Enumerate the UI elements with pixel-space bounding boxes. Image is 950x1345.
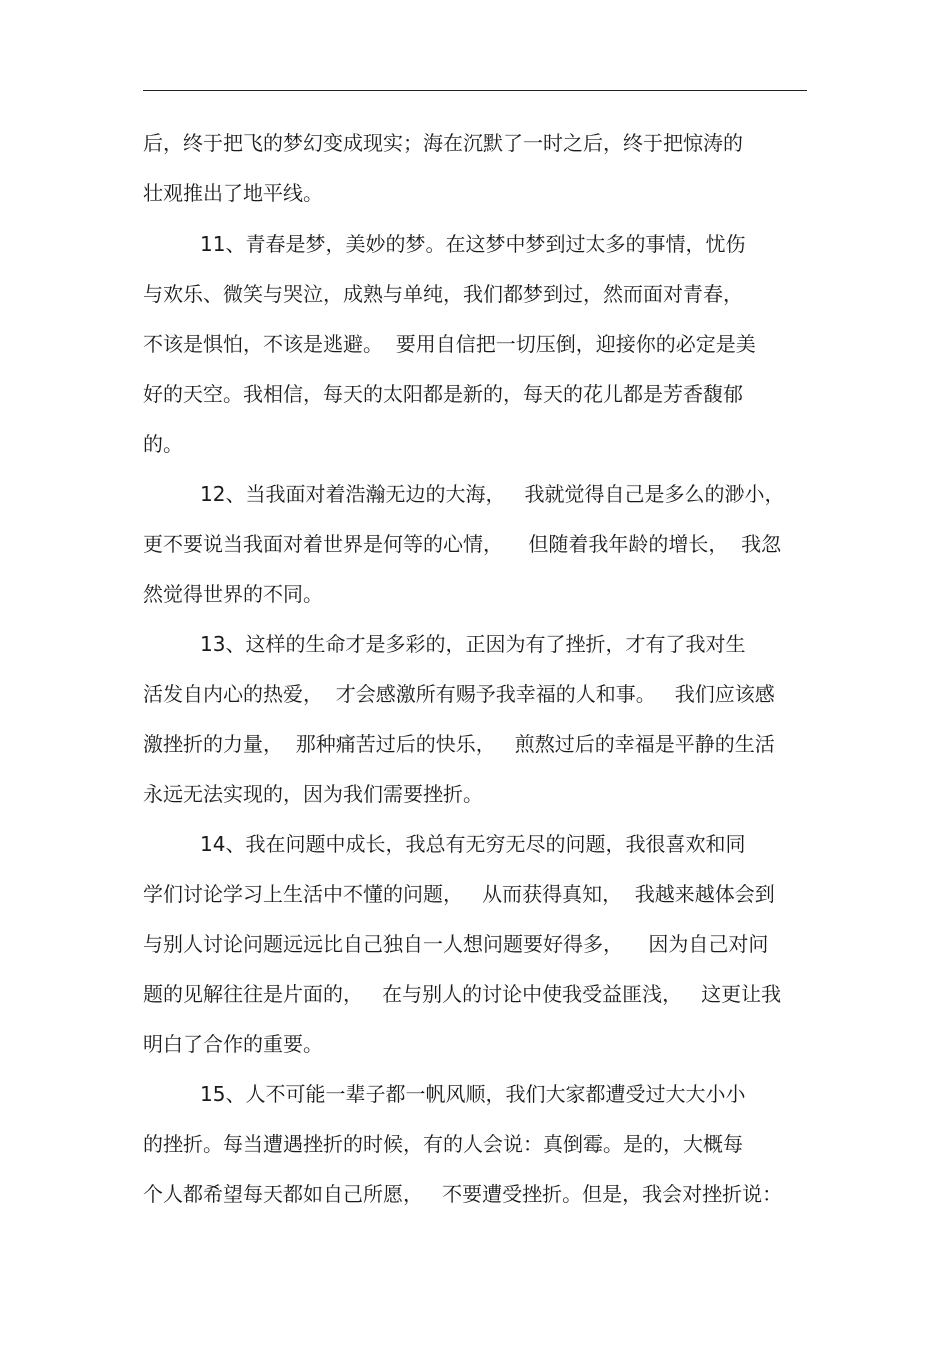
paragraph-13-start: 13、这样的生命才是多彩的，正因为有了挫折，才有了我对生 (200, 632, 746, 656)
text-line: 永远无法实现的，因为我们需要挫折。 (143, 782, 483, 806)
header-rule (143, 90, 807, 91)
text-line: 与欢乐、微笑与哭泣，成熟与单纯，我们都梦到过，然而面对青春， (143, 282, 743, 306)
text-line: 活发自内心的热爱， 才会感激所有赐予我幸福的人和事。 我们应该感 (143, 682, 775, 706)
text-line: 的挫折。每当遭遇挫折的时候，有的人会说：真倒霉。是的，大概每 (143, 1132, 743, 1156)
text-line: 更不要说当我面对着世界是何等的心情， 但随着我年龄的增长， 我忽 (143, 532, 782, 556)
text-line: 与别人讨论问题远远比自己独自一人想问题要好得多， 因为自己对问 (143, 932, 769, 956)
text-line: 壮观推出了地平线。 (143, 181, 323, 205)
text-line: 不该是惧怕，不该是逃避。 要用自信把一切压倒，迎接你的必定是美 (143, 332, 756, 356)
text-line: 然觉得世界的不同。 (143, 582, 323, 606)
text-line: 个人都希望每天都如自己所愿， 不要遭受挫折。但是，我会对挫折说： (143, 1182, 783, 1206)
text-line: 后，终于把飞的梦幻变成现实；海在沉默了一时之后，终于把惊涛的 (143, 131, 743, 155)
text-line: 好的天空。我相信，每天的太阳都是新的，每天的花儿都是芳香馥郁 (143, 382, 743, 406)
text-line: 学们讨论学习上生活中不懂的问题， 从而获得真知， 我越来越体会到 (143, 882, 775, 906)
text-line: 明白了合作的重要。 (143, 1032, 323, 1056)
paragraph-11-start: 11、青春是梦，美妙的梦。在这梦中梦到过太多的事情，忧伤 (200, 232, 746, 256)
text-line: 激挫折的力量， 那种痛苦过后的快乐， 煎熬过后的幸福是平静的生活 (143, 732, 775, 756)
paragraph-14-start: 14、我在问题中成长，我总有无穷无尽的问题，我很喜欢和同 (200, 832, 746, 856)
paragraph-15-start: 15、人不可能一辈子都一帆风顺，我们大家都遭受过大大小小 (200, 1082, 746, 1106)
paragraph-12-start: 12、当我面对着浩瀚无边的大海， 我就觉得自己是多么的渺小， (200, 482, 785, 506)
text-line: 的。 (143, 432, 183, 456)
text-line: 题的见解往往是片面的， 在与别人的讨论中使我受益匪浅， 这更让我 (143, 982, 782, 1006)
